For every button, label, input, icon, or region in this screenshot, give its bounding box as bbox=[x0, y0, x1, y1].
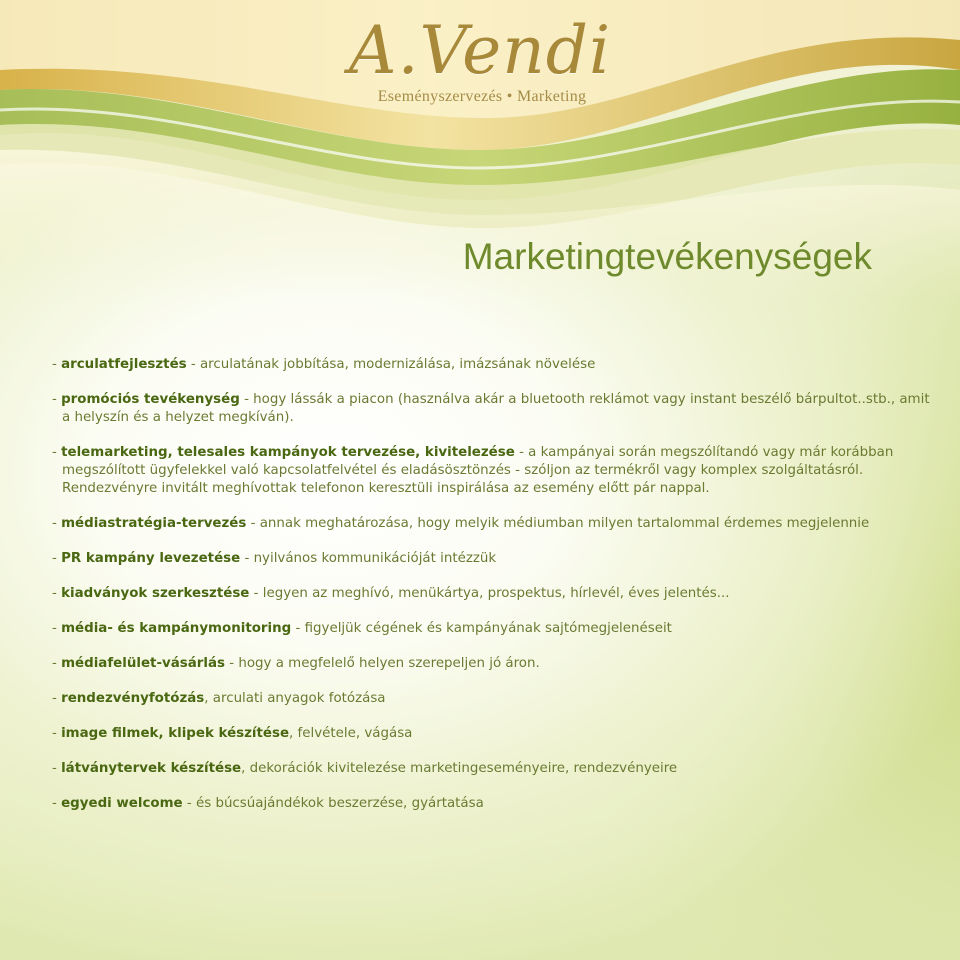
item-highlight: médiafelület-vásárlás bbox=[61, 656, 225, 671]
list-item bbox=[52, 391, 932, 427]
list-item bbox=[52, 515, 932, 533]
item-text: - hogy a megfelelő helyen szerepeljen jó áron. bbox=[224, 656, 540, 671]
item-text: , arculati anyagok fotózása bbox=[204, 691, 386, 706]
item-dash: - bbox=[52, 586, 62, 601]
item-highlight: látványtervek készítése bbox=[61, 761, 242, 776]
item-text: - figyeljük cégének és kampányának sajtómegjelenéseit bbox=[291, 621, 672, 636]
item-dash: - bbox=[52, 621, 62, 636]
logo bbox=[0, 14, 960, 106]
item-highlight: promóciós tevékenység bbox=[61, 392, 240, 407]
item-highlight: kiadványok szerkesztése bbox=[61, 586, 250, 601]
item-dash: - bbox=[52, 796, 62, 811]
item-highlight: egyedi welcome bbox=[61, 796, 183, 811]
item-dash: - bbox=[52, 726, 62, 741]
item-text: - arculatának jobbítása, modernizálása, imázsának növelése bbox=[186, 357, 596, 372]
item-dash: - bbox=[52, 357, 62, 372]
item-text: , dekorációk kivitelezése marketingeseményeire, rendezvényeire bbox=[241, 761, 678, 776]
logo-subtitle: Eseményszervezés • Marketing bbox=[377, 88, 587, 105]
item-highlight: telemarketing, telesales kampányok tervezése, kivitelezése bbox=[61, 445, 515, 460]
list-item bbox=[52, 690, 932, 708]
item-text: - legyen az meghívó, menükártya, prospektus, hírlevél, éves jelentés... bbox=[249, 586, 730, 601]
item-text: , felvétele, vágása bbox=[289, 726, 413, 741]
item-text: - annak meghatározása, hogy melyik médiumban milyen tartalommal érdemes megjelennie bbox=[246, 516, 870, 531]
page-title: Marketingtevékenységek bbox=[462, 236, 872, 277]
item-highlight: image filmek, klipek készítése bbox=[61, 726, 290, 741]
services-list bbox=[52, 356, 932, 830]
item-highlight: PR kampány levezetése bbox=[61, 551, 241, 566]
list-item bbox=[52, 550, 932, 568]
item-dash: - bbox=[52, 691, 62, 706]
item-text: - és búcsúajándékok beszerzése, gyártatása bbox=[182, 796, 484, 811]
item-highlight: arculatfejlesztés bbox=[61, 357, 187, 372]
item-text: - a kampányai során megszólítandó vagy már korábban megszólított ügyfelekkel való kapcsolatfelvétel és eladásösztönzés - szóljon az termékről vagy komplex szolgáltatásról. Rendezvényre invitált meghívottak telefonon keresztüli inspirálása az esemény előtt pár nappal. bbox=[62, 445, 894, 496]
list-item bbox=[52, 760, 932, 778]
item-highlight: rendezvényfotózás bbox=[61, 691, 205, 706]
list-item bbox=[52, 795, 932, 813]
item-highlight: médiastratégia-tervezés bbox=[61, 516, 247, 531]
list-item bbox=[52, 585, 932, 603]
item-dash: - bbox=[52, 551, 62, 566]
item-dash: - bbox=[52, 392, 62, 407]
list-item bbox=[52, 620, 932, 638]
list-item bbox=[52, 725, 932, 743]
list-item bbox=[52, 356, 932, 374]
list-item bbox=[52, 655, 932, 673]
item-text: - nyilvános kommunikációját intézzük bbox=[240, 551, 497, 566]
item-highlight: média- és kampánymonitoring bbox=[61, 621, 292, 636]
item-dash: - bbox=[52, 656, 62, 671]
item-dash: - bbox=[52, 445, 62, 460]
item-dash: - bbox=[52, 516, 62, 531]
item-text: - hogy lássák a piacon (használva akár a bluetooth reklámot vagy instant beszélő bárpultot..stb., amit a helyszín és a helyzet megkíván). bbox=[62, 392, 930, 425]
logo-main-text: A.Vendi bbox=[348, 12, 612, 89]
list-item bbox=[52, 444, 932, 498]
item-dash: - bbox=[52, 761, 62, 776]
